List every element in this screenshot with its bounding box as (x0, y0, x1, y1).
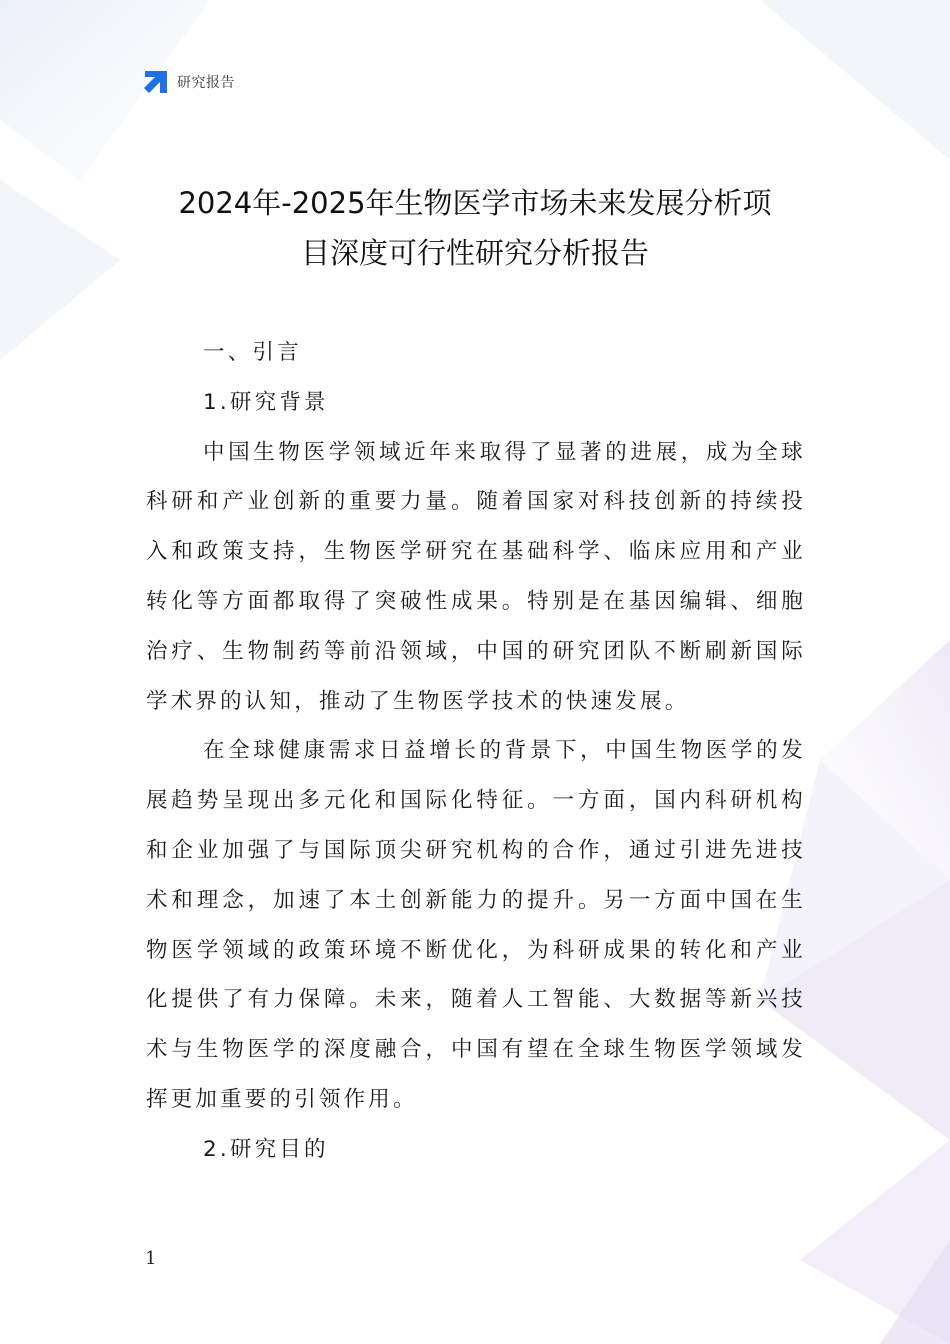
section-heading: 一、引言 (203, 340, 302, 365)
subsection-heading-background: 1.研究背景 (203, 389, 329, 415)
title-line-2: 目深度可行性研究分析报告 (300, 236, 649, 270)
paragraph-1: 中国生物医学领域近年来取得了显著的进展，成为全球科研和产业创新的重要力量。随着国家对科技创新的持续投入和政策支持，生物医学研究在基础科学、临床应用和产业转化等方面都取得了突破性成果。特别是在基因编辑、细胞治疗、生物制药等前沿领域，中国的研究团队不断刷新国际学术界的认知，推动了生物医学技术的快速发展。 (146, 439, 806, 714)
subsection-heading-purpose: 2.研究目的 (203, 1136, 329, 1162)
document-title (140, 178, 810, 278)
paragraph-2: 在全球健康需求日益增长的背景下，中国生物医学的发展趋势呈现出多元化和国际化特征。一方面，国内科研机构和企业加强了与国际顶尖研究机构的合作，通过引进先进技术和理念，加速了本土创新能力的提升。另一方面中国在生物医学领域的政策环境不断优化，为科研成果的转化和产业化提供了有力保障。未来，随着人工智能、大数据等新兴技术与生物医学的深度融合，中国有望在全球生物医学领域发挥更加重要的引领作用。 (146, 738, 806, 1112)
header-label: 研究报告 (177, 75, 235, 91)
document-body (146, 328, 806, 1175)
arrow-up-right-icon (143, 69, 169, 95)
page-number: 1 (145, 1248, 157, 1269)
page-header (143, 68, 235, 96)
title-line-1: 2024年-2025年生物医学市场未来发展分析项 (178, 186, 772, 220)
